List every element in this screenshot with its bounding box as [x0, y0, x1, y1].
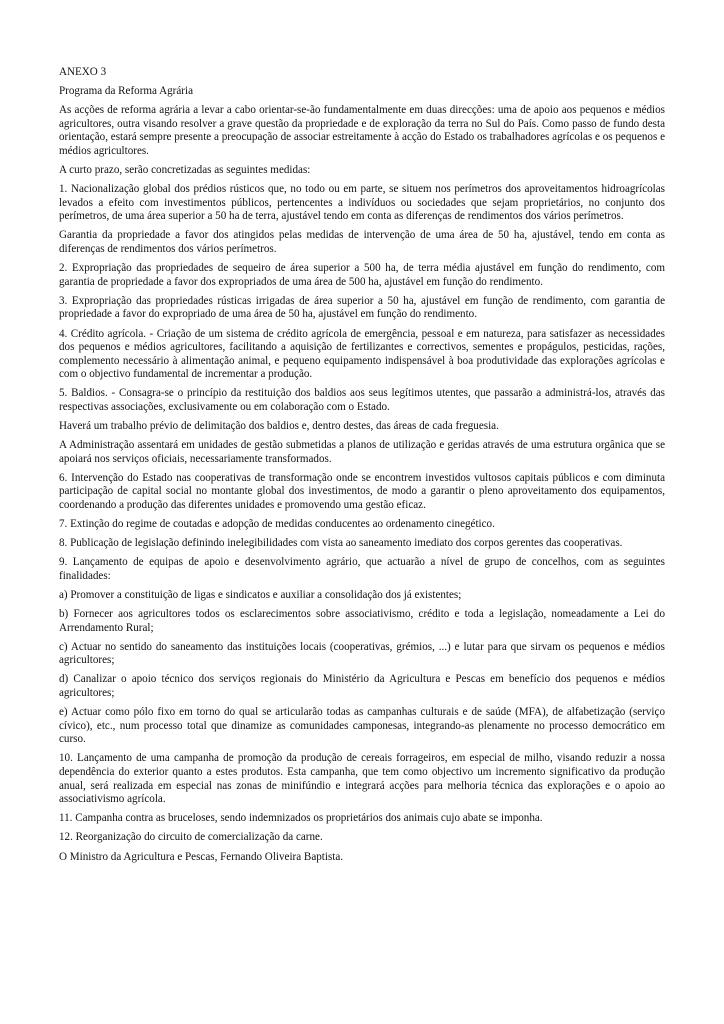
measures-intro: A curto prazo, serão concretizadas as seguintes medidas:	[59, 164, 311, 177]
measure-12-meat-circuit: 12. Reorganização do circuito de comercialização da carne.	[59, 831, 323, 844]
measure-5-common-lands: 5. Baldios. - Consagra-se o princípio da restituição dos baldios aos seus legítimos utentes, que passarão a administrá-los, através das respectivas associações, exclusivamente ou em colaboração com o Estado.	[59, 387, 665, 413]
measure-6-cooperatives: 6. Intervenção do Estado nas cooperativas de transformação onde se encontrem investidos vultosos capitais públicos e com diminuta participação de capital social no montante global dos investimentos, de modo a garantir o pleno aproveitamento dos equipamentos, coordenando a produção das diferentes unidades e promovendo uma gestão eficaz.	[59, 471, 665, 512]
measure-8-legislation: 8. Publicação de legislação definindo inelegibilidades com vista ao saneamento imediato dos corpos gerentes das cooperativas.	[59, 537, 623, 550]
measure-7-hunting-reserves: 7. Extinção do regime de coutadas e adopção de medidas conducentes ao ordenamento cinegético.	[59, 518, 495, 531]
measure-4-agricultural-credit: 4. Crédito agrícola. - Criação de um sistema de crédito agrícola de emergência, pessoal e em natureza, para satisfazer as necessidades dos pequenos e médios agricultores, facilitando a aquisição de fertilizantes e correctivos, sementes e propágulos, pesticidas, rações, complemento necessário à alimentação animal, e pequeno equipamento indispensável à boa produtividade das explorações agrícolas e com o objectivo fundamental de incrementar a produção.	[59, 327, 665, 381]
measure-9-item-c: c) Actuar no sentido do saneamento das instituições locais (cooperativas, grémios, ...) e lutar para que sirvam os pequenos e médios agricultores;	[59, 640, 665, 667]
measure-10-fodder-cereals: 10. Lançamento de uma campanha de promoção da produção de cereais forrageiros, em especial de milho, visando reduzir a nossa dependência do exterior quanto a estes produtos. Esta campanha, que tem como objectivo um incremento significativo da produção anual, será realizada em especial nas zonas de minifúndio e integrará acções para melhoria técnica das explorações e o apoio ao associativismo agrícola.	[59, 752, 665, 806]
measure-5-delimitation: Haverá um trabalho prévio de delimitação dos baldios e, dentro destes, das áreas de cada freguesia.	[59, 420, 499, 433]
measure-1-guarantee: Garantia da propriedade a favor dos atingidos pelas medidas de intervenção de uma área de 50 ha, ajustável, tendo em conta as diferenças de rendimentos dos vários perímetros.	[59, 229, 665, 256]
annex-label: ANEXO 3	[59, 66, 107, 78]
minister-signature-line: O Ministro da Agricultura e Pescas, Fernando Oliveira Baptista.	[59, 850, 344, 863]
measure-1-nationalization: 1. Nacionalização global dos prédios rústicos que, no todo ou em parte, se situem nos perímetros dos aproveitamentos hidroagrícolas levados a efeito com investimentos públicos, pertencentes a indivíduos ou sociedades que sejam proprietários, no conjunto dos perímetros, de uma área superior a 50 ha de terra, ajustável tendo em conta as diferenças de rendimentos dos vários perímetros.	[59, 183, 665, 223]
measure-3-irrigated-expropriation: 3. Expropriação das propriedades rústicas irrigadas de área superior a 50 ha, ajustável em função de rendimento, com garantia de propriedade a favor do expropriado de uma área de 50 ha, ajustável em função do rendimento.	[59, 294, 665, 321]
measure-9-item-d: d) Canalizar o apoio técnico dos serviços regionais do Ministério da Agricultura e Pescas em benefício dos pequenos e médios agricultores;	[59, 673, 665, 700]
measure-9-support-teams: 9. Lançamento de equipas de apoio e desenvolvimento agrário, que actuarão a nível de grupo de concelhos, com as seguintes finalidades:	[59, 556, 665, 582]
document-title: Programa da Reforma Agrária	[59, 85, 193, 98]
intro-paragraph: As acções de reforma agrária a levar a cabo orientar-se-ão fundamentalmente em duas direcções: uma de apoio aos pequenos e médios agricultores, outra visando resolver a grave questão da propriedade e de exploração da terra no Sul do País. Como passo de fundo desta orientação, estará sempre presente a preocupação de associar estreitamente à acção do Estado os trabalhadores agrícolas e os pequenos e médios agricultores.	[59, 104, 665, 157]
measure-9-item-a: a) Promover a constituição de ligas e sindicatos e auxiliar a consolidação dos já existentes;	[59, 589, 462, 601]
measure-5-administration: A Administração assentará em unidades de gestão submetidas a planos de utilização e geridas através de uma estrutura orgânica que se apoiará nos serviços oficiais, necessariamente transformados.	[59, 439, 665, 465]
measure-11-brucellosis: 11. Campanha contra as bruceloses, sendo indemnizados os proprietários dos animais cujo abate se imponha.	[59, 812, 543, 825]
measure-9-item-e: e) Actuar como pólo fixo em torno do qual se articularão todas as campanhas culturais e de saúde (MFA), de alfabetização (serviço cívico), etc., num processo total que dinamize as comunidades camponesas, integrando-as plenamente no processo democrático em curso.	[59, 706, 665, 746]
measure-9-item-b: b) Fornecer aos agricultores todos os esclarecimentos sobre associativismo, crédito e toda a legislação, nomeadamente a Lei do Arrendamento Rural;	[59, 608, 665, 634]
document-page	[59, 66, 665, 864]
measure-2-dryland-expropriation: 2. Expropriação das propriedades de sequeiro de área superior a 500 ha, de terra média ajustável em função do rendimento, com garantia de propriedade a favor dos expropriados de uma área de 500 ha, ajustável em função do rendimento.	[59, 262, 665, 288]
